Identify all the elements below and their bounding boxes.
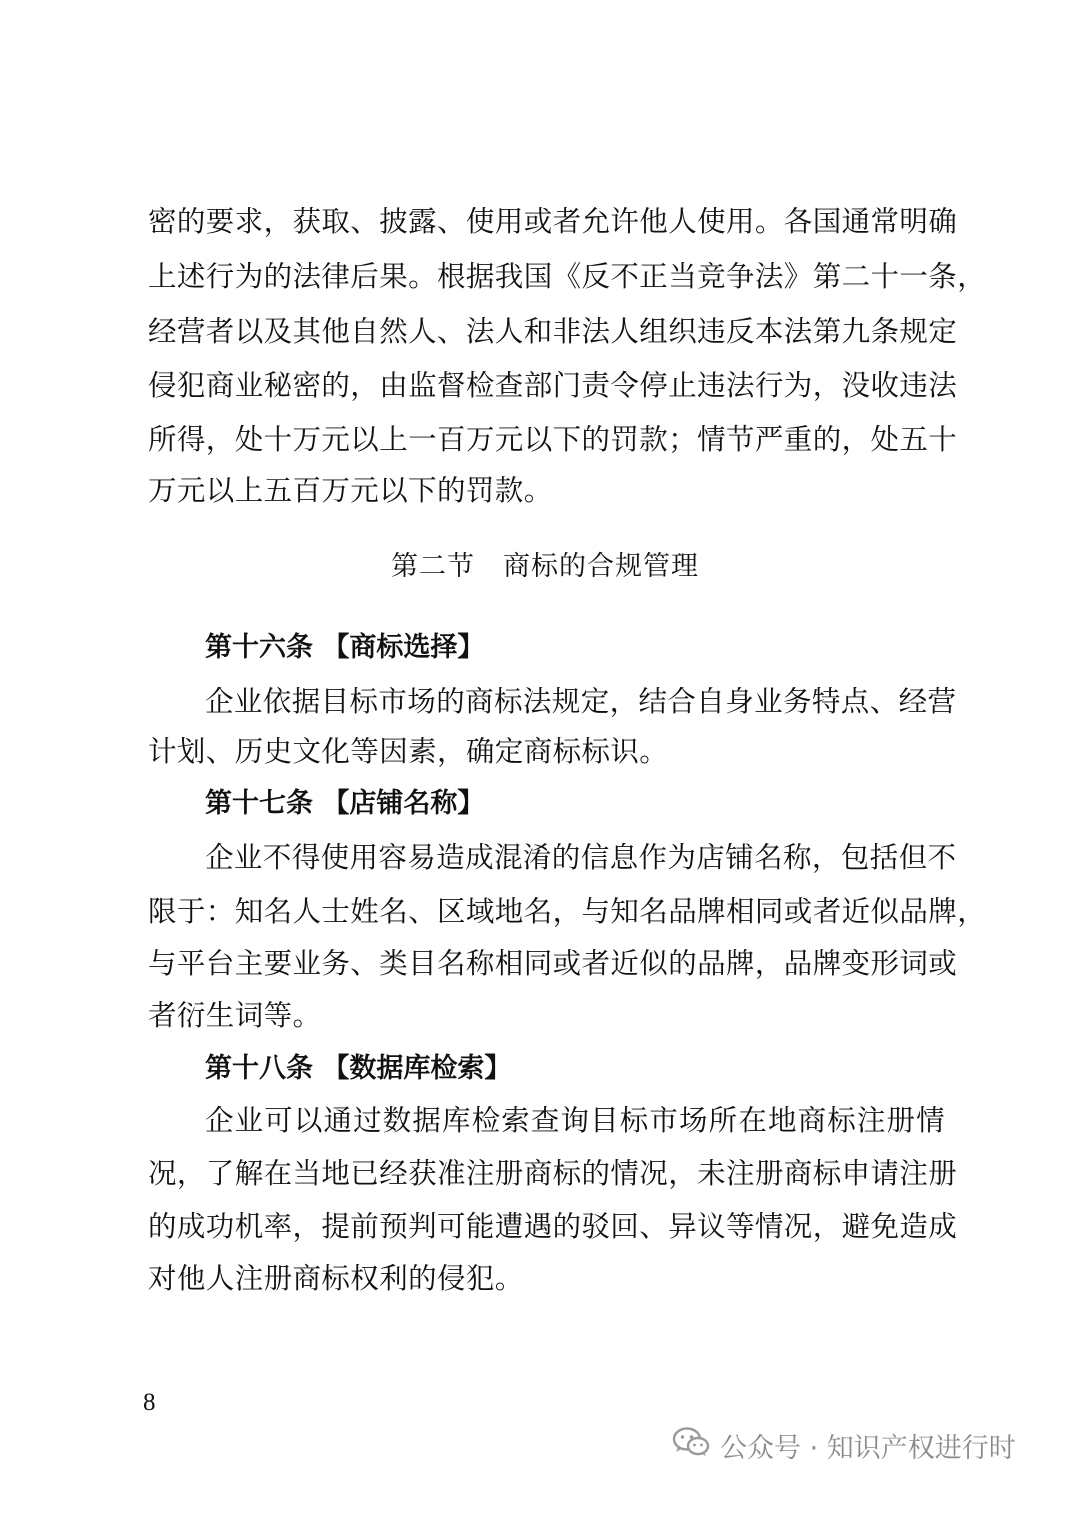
article-17-line: 企业不得使用容易造成混淆的信息作为店铺名称，包括但不 [205,841,957,874]
paragraph-line: 万元以上五百万元以下的罚款。 [148,474,553,507]
article-18-line: 对他人注册商标权利的侵犯。 [148,1262,524,1295]
watermark [672,1425,1016,1465]
article-17-line: 限于：知名人士姓名、区域地名，与知名品牌相同或者近似品牌， [148,895,987,928]
article-18-line: 的成功机率，提前预判可能遭遇的驳回、异议等情况，避免造成 [148,1210,958,1243]
article-18-line: 况，了解在当地已经获准注册商标的情况，未注册商标申请注册 [148,1157,958,1190]
article-17-heading: 第十七条 【店铺名称】 [205,788,485,819]
article-18-heading: 第十八条 【数据库检索】 [205,1053,512,1084]
wechat-icon [672,1426,710,1465]
paragraph-line: 侵犯商业秘密的，由监督检查部门责令停止违法行为，没收违法 [148,369,958,402]
page-number: 8 [143,1389,156,1416]
article-16-heading: 第十六条 【商标选择】 [205,632,485,663]
paragraph-line: 密的要求，获取、披露、使用或者允许他人使用。各国通常明确 [148,205,958,238]
article-18-line: 企业可以通过数据库检索查询目标市场所在地商标注册情 [205,1104,945,1137]
paragraph-line: 经营者以及其他自然人、法人和非法人组织违反本法第九条规定 [148,315,958,348]
paragraph-line: 所得，处十万元以上一百万元以下的罚款；情节严重的，处五十 [148,423,958,456]
article-16-line: 计划、历史文化等因素，确定商标标识。 [148,735,669,768]
article-17-line: 与平台主要业务、类目名称相同或者近似的品牌，品牌变形词或 [148,947,958,980]
paragraph-line: 上述行为的法律后果。根据我国《反不正当竞争法》第二十一条， [148,260,987,293]
article-16-line: 企业依据目标市场的商标法规定，结合自身业务特点、经营 [205,685,957,718]
watermark-text: 公众号 · 知识产权进行时 [720,1432,1016,1464]
section-title: 第二节 商标的合规管理 [391,551,699,582]
article-17-line: 者衍生词等。 [148,999,322,1032]
